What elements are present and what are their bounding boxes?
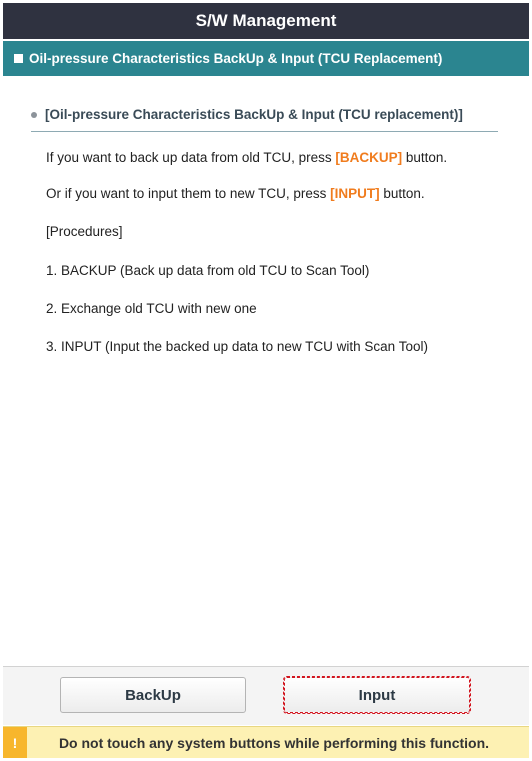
circle-bullet-icon xyxy=(31,112,37,118)
procedure-step: 3. INPUT (Input the backed up data to new TCU with Scan Tool) xyxy=(46,339,428,354)
input-keyword: [INPUT] xyxy=(330,186,380,201)
instruction-input-text: Or if you want to input them to new TCU, press xyxy=(46,186,331,201)
input-button[interactable]: Input xyxy=(284,677,470,713)
content-panel xyxy=(3,76,529,666)
backup-keyword: [BACKUP] xyxy=(335,150,403,165)
backup-button[interactable]: BackUp xyxy=(60,677,246,713)
instruction-input-suffix: button. xyxy=(379,186,425,201)
function-title: Oil-pressure Characteristics BackUp & Input (TCU Replacement) xyxy=(29,51,443,66)
window-title: S/W Management xyxy=(195,11,337,30)
sw-management-window xyxy=(3,3,529,758)
warning-icon: ! xyxy=(3,727,27,758)
instruction-input xyxy=(46,186,425,201)
warning-banner xyxy=(3,726,529,758)
square-bullet-icon xyxy=(14,54,23,63)
instruction-backup-text: If you want to back up data from old TCU, press xyxy=(46,150,336,165)
section-heading-text: [Oil-pressure Characteristics BackUp & Input (TCU replacement)] xyxy=(45,107,463,122)
instruction-backup xyxy=(46,150,447,165)
function-header xyxy=(3,41,529,76)
warning-text: Do not touch any system buttons while performing this function. xyxy=(58,734,490,751)
procedures-label: [Procedures] xyxy=(46,224,123,239)
button-bar xyxy=(3,666,529,725)
procedure-step: 2. Exchange old TCU with new one xyxy=(46,301,257,316)
procedure-step: 1. BACKUP (Back up data from old TCU to Scan Tool) xyxy=(46,263,370,278)
section-heading xyxy=(31,107,498,132)
window-title-bar xyxy=(3,3,529,39)
instruction-backup-suffix: button. xyxy=(402,150,448,165)
